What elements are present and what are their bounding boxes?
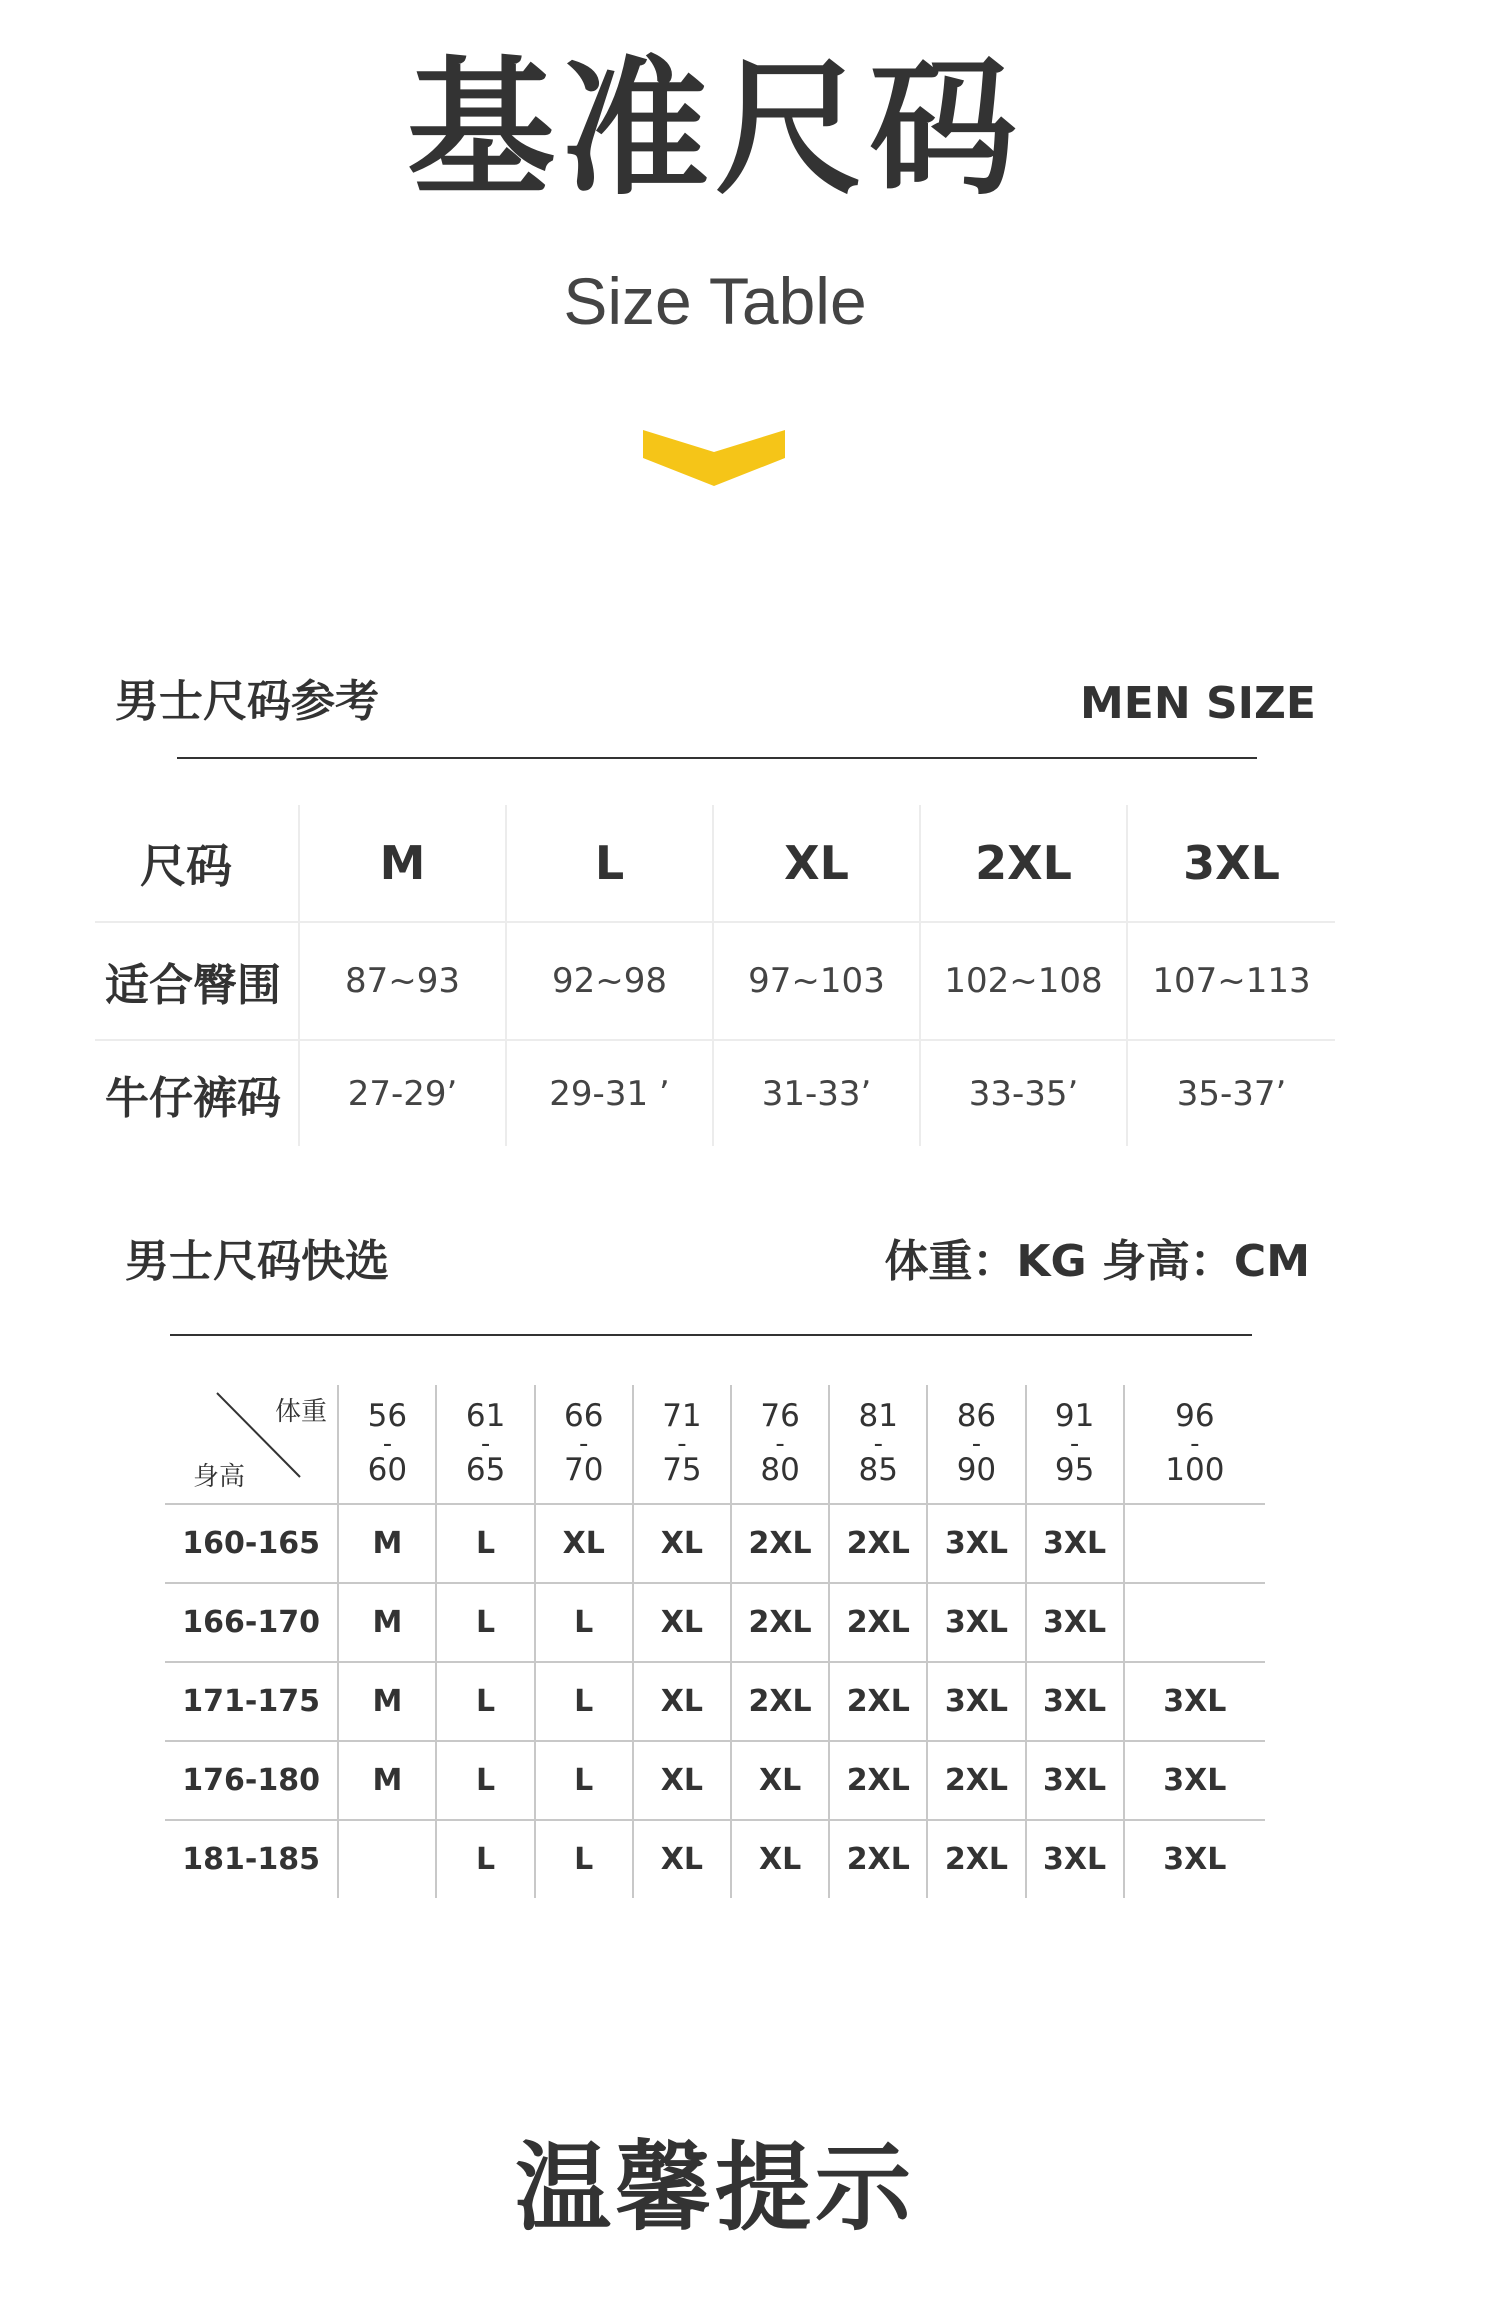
table-row xyxy=(95,923,1335,1041)
weight-from: 96 xyxy=(1175,1398,1215,1435)
weight-from: 76 xyxy=(760,1398,800,1435)
weight-from: 66 xyxy=(564,1398,604,1435)
height-label: 181-185 xyxy=(165,1820,338,1898)
table-cell: 35-37’ xyxy=(1176,1073,1287,1114)
height-label: 160-165 xyxy=(165,1504,338,1583)
size-cell: 2XL xyxy=(927,1820,1025,1898)
table-cell: 29-31 ’ xyxy=(507,1041,714,1146)
table-row xyxy=(165,1662,1265,1741)
range-dash: - xyxy=(873,1428,883,1459)
size-cell: XL xyxy=(633,1583,731,1662)
weight-from: 91 xyxy=(1054,1398,1095,1435)
weight-header xyxy=(1026,1385,1124,1504)
height-label: 166-170 xyxy=(165,1583,338,1662)
size-quick-select-table xyxy=(165,1385,1265,1898)
header-cell: 尺码 xyxy=(95,805,300,921)
table-cell: 92~98 xyxy=(507,923,714,1039)
size-cell: 3XL xyxy=(1026,1662,1124,1741)
weight-header xyxy=(535,1385,633,1504)
quick-select-title: 男士尺码快选 xyxy=(125,1236,389,1287)
size-cell: 3XL xyxy=(1124,1662,1265,1741)
weight-to: 70 xyxy=(564,1452,604,1489)
weight-to: 90 xyxy=(956,1452,997,1489)
chevron-down-icon xyxy=(643,428,785,486)
range-dash: - xyxy=(1069,1428,1080,1459)
weight-header xyxy=(436,1385,534,1504)
size-cell: XL xyxy=(535,1504,633,1583)
weight-to: 85 xyxy=(858,1452,898,1489)
range-dash: - xyxy=(382,1428,393,1459)
corner-cell xyxy=(165,1385,338,1504)
weight-from: 86 xyxy=(956,1398,997,1435)
table-cell: 27-29’ xyxy=(300,1041,507,1146)
size-cell xyxy=(1124,1504,1265,1583)
size-cell: XL xyxy=(731,1820,829,1898)
table-cell: 107~113 xyxy=(1152,961,1311,1001)
weight-header xyxy=(1124,1385,1265,1504)
table-cell: 33-35’ xyxy=(921,1041,1128,1146)
size-cell: M xyxy=(338,1504,436,1583)
weight-from: 56 xyxy=(367,1398,408,1435)
range-dash: - xyxy=(677,1428,687,1459)
divider xyxy=(170,1334,1252,1336)
men-size-title: 男士尺码参考 xyxy=(115,676,379,727)
size-cell: 3XL xyxy=(1124,1741,1265,1820)
weight-from: 71 xyxy=(662,1398,702,1435)
size-cell: L xyxy=(535,1583,633,1662)
size-cell: L xyxy=(436,1504,534,1583)
range-dash: - xyxy=(971,1428,982,1459)
header-cell: L xyxy=(507,805,714,921)
header-cell: XL xyxy=(714,805,921,921)
size-cell: XL xyxy=(633,1504,731,1583)
size-cell: L xyxy=(535,1741,633,1820)
table-cell: 97~103 xyxy=(714,923,921,1039)
table-row xyxy=(95,1041,1335,1146)
size-cell: L xyxy=(535,1820,633,1898)
size-cell: L xyxy=(436,1741,534,1820)
size-cell xyxy=(1124,1583,1265,1662)
weight-from: 61 xyxy=(465,1398,506,1435)
size-cell: XL xyxy=(633,1741,731,1820)
header-cell: 3XL xyxy=(1183,836,1280,890)
page-title: 基准尺码 xyxy=(407,43,1023,215)
page-subtitle: Size Table xyxy=(563,264,867,338)
size-cell: L xyxy=(436,1583,534,1662)
weight-header xyxy=(633,1385,731,1504)
size-cell: 3XL xyxy=(927,1662,1025,1741)
size-cell: 2XL xyxy=(731,1583,829,1662)
size-cell: L xyxy=(535,1662,633,1741)
height-label: 171-175 xyxy=(165,1662,338,1741)
size-cell: 3XL xyxy=(1026,1741,1124,1820)
weight-header xyxy=(338,1385,436,1504)
size-cell: 2XL xyxy=(731,1662,829,1741)
weight-header xyxy=(829,1385,927,1504)
size-cell: 2XL xyxy=(731,1504,829,1583)
size-cell: M xyxy=(338,1741,436,1820)
corner-height-label: 身高 xyxy=(193,1462,246,1492)
size-cell: 3XL xyxy=(1026,1504,1124,1583)
size-cell: 2XL xyxy=(829,1504,927,1583)
weight-header xyxy=(927,1385,1025,1504)
weight-to: 95 xyxy=(1054,1452,1095,1489)
size-cell: XL xyxy=(731,1741,829,1820)
men-size-label: MEN SIZE xyxy=(1079,678,1316,729)
range-dash: - xyxy=(1190,1428,1200,1459)
size-cell: 2XL xyxy=(829,1741,927,1820)
size-cell: XL xyxy=(633,1662,731,1741)
size-cell xyxy=(338,1820,436,1898)
table-cell: 102~108 xyxy=(921,923,1128,1039)
size-cell: 2XL xyxy=(829,1662,927,1741)
row-label: 适合臀围 xyxy=(95,923,300,1039)
size-cell: 2XL xyxy=(829,1820,927,1898)
header-cell: 2XL xyxy=(921,805,1128,921)
table-row xyxy=(165,1504,1265,1583)
weight-header xyxy=(731,1385,829,1504)
row-label: 牛仔裤码 xyxy=(95,1041,300,1146)
range-dash: - xyxy=(775,1428,785,1459)
size-cell: 3XL xyxy=(927,1583,1025,1662)
size-cell: L xyxy=(436,1662,534,1741)
range-dash: - xyxy=(480,1428,491,1459)
units-label: 体重：KG 身高：CM xyxy=(884,1236,1310,1287)
range-dash: - xyxy=(579,1428,589,1459)
table-header-row xyxy=(165,1385,1265,1504)
weight-to: 65 xyxy=(465,1452,506,1489)
size-cell: 3XL xyxy=(1124,1820,1265,1898)
weight-from: 81 xyxy=(858,1398,898,1435)
weight-to: 60 xyxy=(367,1452,408,1489)
size-cell: 3XL xyxy=(1026,1820,1124,1898)
weight-to: 100 xyxy=(1165,1452,1225,1489)
size-cell: XL xyxy=(633,1820,731,1898)
size-cell: 2XL xyxy=(927,1741,1025,1820)
weight-to: 80 xyxy=(760,1452,800,1489)
size-cell: 3XL xyxy=(1026,1583,1124,1662)
table-row xyxy=(165,1820,1265,1898)
table-cell: 31-33’ xyxy=(714,1041,921,1146)
table-row xyxy=(165,1741,1265,1820)
size-cell: 2XL xyxy=(829,1583,927,1662)
size-cell: M xyxy=(338,1662,436,1741)
size-reference-table xyxy=(95,805,1335,1146)
size-cell: M xyxy=(338,1583,436,1662)
weight-to: 75 xyxy=(662,1452,702,1489)
size-cell: 3XL xyxy=(927,1504,1025,1583)
header-cell: M xyxy=(300,805,507,921)
table-row xyxy=(165,1583,1265,1662)
divider xyxy=(177,757,1257,759)
height-label: 176-180 xyxy=(165,1741,338,1820)
warm-tips-title: 温馨提示 xyxy=(515,2132,915,2244)
size-cell: L xyxy=(436,1820,534,1898)
table-header-row xyxy=(95,805,1335,923)
table-cell: 87~93 xyxy=(300,923,507,1039)
corner-weight-label: 体重 xyxy=(274,1397,327,1427)
